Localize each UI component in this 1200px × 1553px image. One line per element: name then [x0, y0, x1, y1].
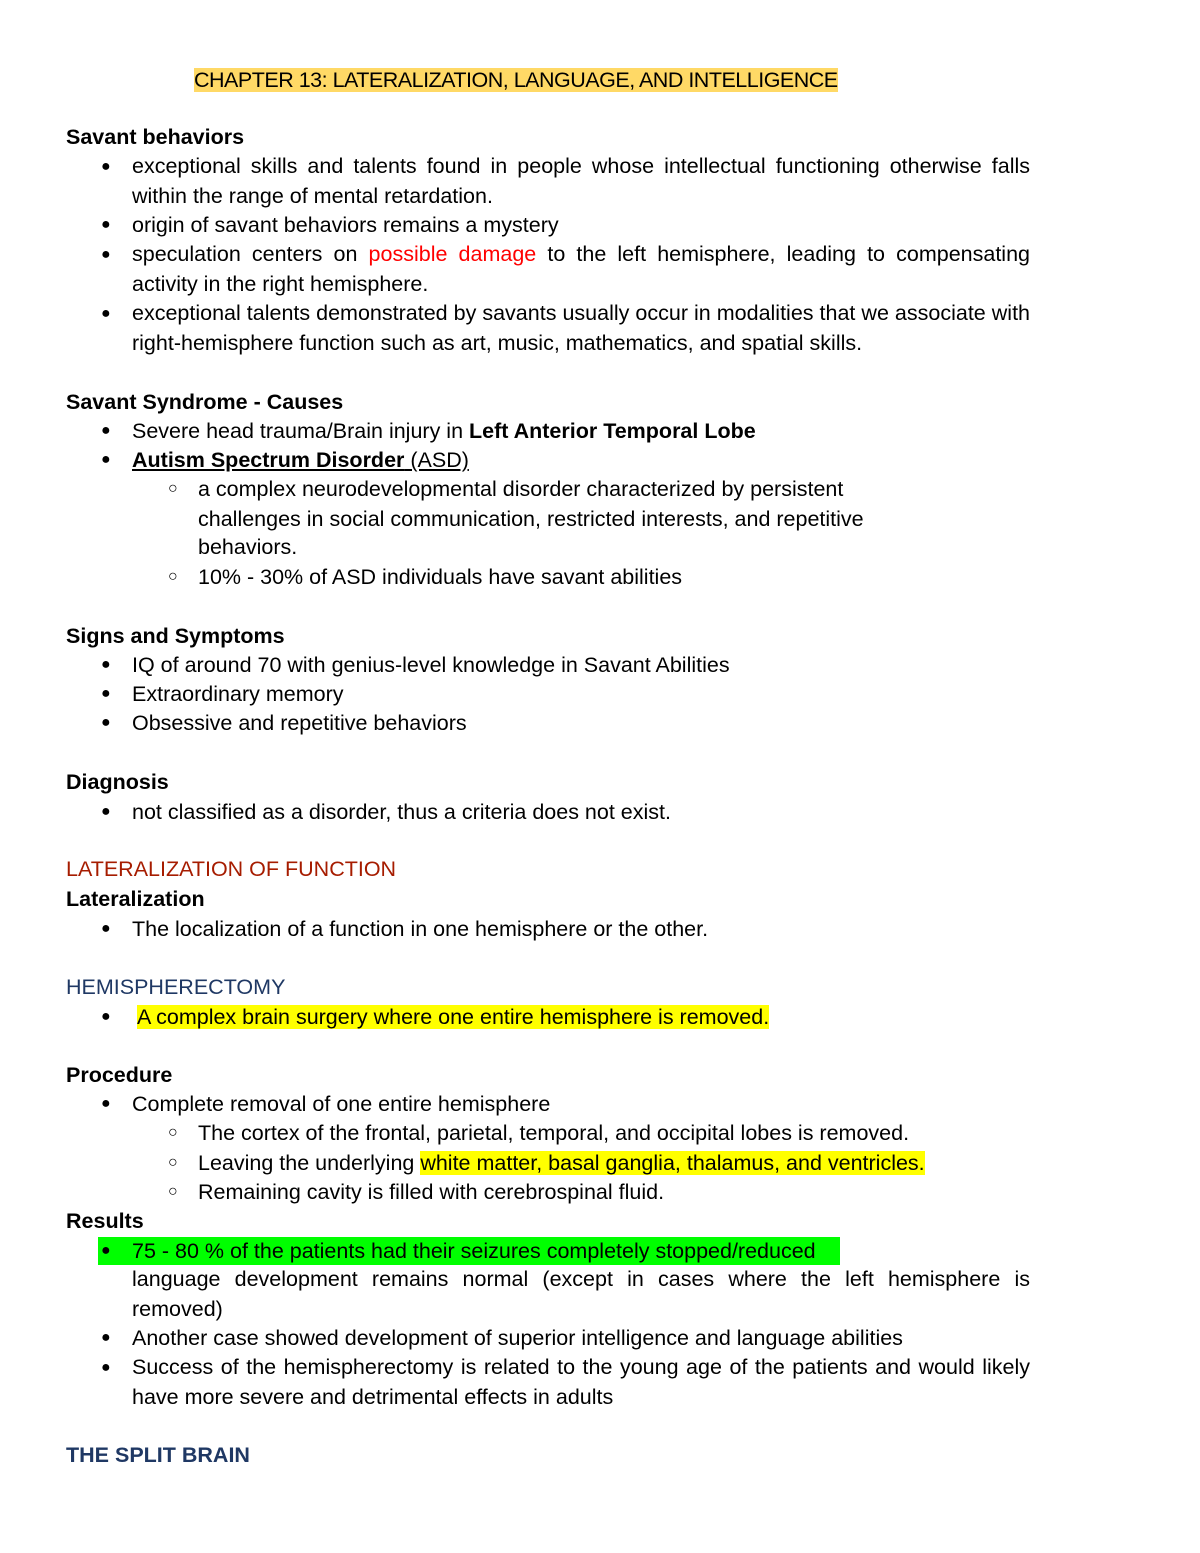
bullet-icon: [101, 299, 111, 329]
list-item-sign-1: IQ of around 70 with genius-level knowledge in Savant Abilities: [132, 653, 730, 677]
heading-signs: Signs and Symptoms: [66, 624, 285, 648]
bullet-icon: [101, 650, 111, 680]
bullet-icon: [101, 445, 111, 475]
bullet-icon: [101, 240, 111, 270]
section-title-lateralization: LATERALIZATION OF FUNCTION: [66, 857, 397, 881]
bullet-icon: [101, 1323, 111, 1353]
heading-savant-behaviors: Savant behaviors: [66, 125, 245, 149]
heading-lateralization: Lateralization: [66, 887, 205, 911]
savant-3-prefix: speculation centers on: [132, 242, 369, 266]
bullet-icon: [101, 914, 111, 944]
list-item-results-2: Another case showed development of superior intelligence and language abilities: [132, 1326, 903, 1350]
procedure-2-highlight: white matter, basal ganglia, thalamus, and ventricles.: [420, 1151, 925, 1175]
list-item-lateralization-1: The localization of a function in one hemisphere or the other.: [132, 917, 709, 941]
list-item-savant-4: exceptional talents demonstrated by savants usually occur in modalities that we associate with right-hemisphere function such as art, music, mathematics, and spatial skills.: [132, 301, 1030, 355]
sub-item-asd-line-3: behaviors.: [198, 535, 298, 559]
list-item-hemispherectomy-1: [137, 1002, 769, 1032]
bullet-icon: [101, 1236, 111, 1266]
circle-bullet-icon: [168, 1118, 178, 1148]
bullet-icon: [101, 152, 111, 182]
circle-bullet-icon: [168, 474, 178, 504]
section-title-hemispherectomy: HEMISPHERECTOMY: [66, 975, 286, 999]
bullet-icon: [101, 210, 111, 240]
heading-results: Results: [66, 1209, 144, 1233]
cause-1-text: Severe head trauma/Brain injury in: [132, 419, 470, 443]
section-title-split-brain: THE SPLIT BRAIN: [66, 1443, 250, 1467]
sub-item-procedure-1: The cortex of the frontal, parietal, temporal, and occipital lobes is removed.: [198, 1121, 910, 1145]
cause-2-abbrev: (ASD): [404, 448, 469, 472]
bullet-icon: [101, 708, 111, 738]
heading-causes: Savant Syndrome - Causes: [66, 390, 344, 414]
bullet-icon: [101, 1089, 111, 1119]
hemispherectomy-highlight: A complex brain surgery where one entire hemisphere is removed.: [137, 1005, 770, 1029]
sub-item-procedure-2: [198, 1148, 925, 1178]
title-text: CHAPTER 13: LATERALIZATION, LANGUAGE, AND INTELLIGENCE: [194, 68, 838, 92]
cause-1-bold: Left Anterior Temporal Lobe: [469, 419, 756, 443]
circle-bullet-icon: [168, 1177, 178, 1207]
list-item-cause-1: [132, 416, 756, 446]
bullet-icon: [101, 416, 111, 446]
list-item-savant-3: [132, 240, 1030, 299]
circle-bullet-icon: [168, 1148, 178, 1178]
savant-3-suffix: to the left hemisphere, leading to compensating activity in the right hemisphere.: [132, 242, 1030, 296]
list-item-diagnosis-1: not classified as a disorder, thus a criteria does not exist.: [132, 800, 671, 824]
bullet-icon: [101, 679, 111, 709]
list-item-sign-3: Obsessive and repetitive behaviors: [132, 711, 467, 735]
sub-item-asd-line-2: challenges in social communication, restricted interests, and repetitive: [198, 507, 864, 531]
list-item-savant-2: origin of savant behaviors remains a mystery: [132, 213, 559, 237]
list-item-sign-2: Extraordinary memory: [132, 682, 344, 706]
bullet-icon: [101, 1353, 111, 1383]
list-item-cause-2: [132, 445, 469, 475]
circle-bullet-icon: [168, 562, 178, 592]
bullet-icon: [101, 797, 111, 827]
cause-2-bold: Autism Spectrum Disorder: [132, 448, 405, 472]
list-item-savant-1: exceptional skills and talents found in people whose intellectual functioning otherwise falls within the range of mental retardation.: [132, 154, 1030, 208]
heading-diagnosis: Diagnosis: [66, 770, 169, 794]
list-item-results-3: Success of the hemispherectomy is related to the young age of the patients and would likely have more severe and detrimental effects in adults: [132, 1355, 1030, 1409]
savant-3-red-text: possible damage: [368, 242, 537, 266]
list-item-procedure-1: Complete removal of one entire hemisphere: [132, 1092, 551, 1116]
procedure-2-text: Leaving the underlying: [198, 1151, 421, 1175]
sub-item-asd-line-1: a complex neurodevelopmental disorder characterized by persistent: [198, 477, 844, 501]
sub-item-procedure-3: Remaining cavity is filled with cerebrospinal fluid.: [198, 1180, 665, 1204]
list-item-results-1: 75 - 80 % of the patients had their seizures completely stopped/reduced: [132, 1239, 816, 1263]
results-continuation: language development remains normal (except in cases where the left hemisphere is removed): [132, 1267, 1030, 1321]
sub-item-asd-2: 10% - 30% of ASD individuals have savant abilities: [198, 565, 683, 589]
heading-procedure: Procedure: [66, 1063, 173, 1087]
bullet-icon: [101, 1002, 111, 1032]
page-title: [194, 65, 838, 95]
